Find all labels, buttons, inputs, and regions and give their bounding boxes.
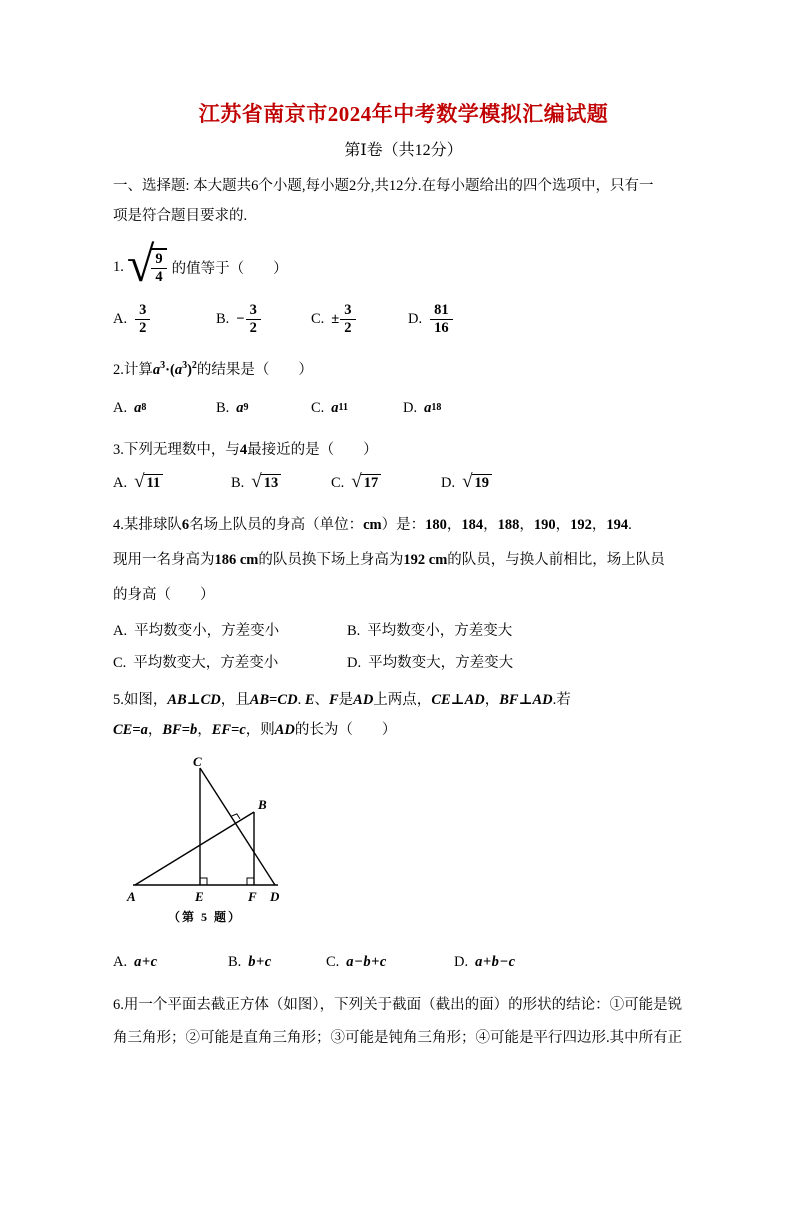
text-segment: CD xyxy=(200,692,221,708)
label-C: C xyxy=(193,755,202,769)
text-segment: 6 xyxy=(181,517,190,533)
text-segment: BF xyxy=(499,692,519,708)
q1-option-c xyxy=(311,302,408,337)
option-text: 平均数变大，方差变大 xyxy=(368,655,514,671)
q1-option-b xyxy=(216,302,311,337)
radicand: 11 xyxy=(144,474,164,491)
math-exponent: 3 xyxy=(160,360,166,372)
text-segment: AD xyxy=(464,692,485,708)
text-segment: 186 cm xyxy=(214,552,259,568)
segment-CD xyxy=(200,768,275,885)
text-segment: AD xyxy=(353,692,374,708)
radical-sign: √ xyxy=(134,470,145,492)
fraction-numerator: 3 xyxy=(139,301,147,318)
question-1-options-row xyxy=(113,297,694,341)
q5-option-b xyxy=(228,954,326,971)
text-segment: cm xyxy=(363,517,382,533)
intro-line-2: 项是符合题目要求的. xyxy=(113,208,248,224)
text-segment: ⊥ xyxy=(186,692,201,708)
question-4-options xyxy=(113,615,694,679)
right-paren: ) xyxy=(187,362,192,378)
option-label: A. xyxy=(113,623,128,639)
q1-option-a xyxy=(113,302,216,337)
q2-option-a: A. a 8 xyxy=(113,399,147,416)
q4-option-c xyxy=(113,647,347,679)
text-segment: 最接近的是（ ） xyxy=(247,442,378,458)
figure-caption: （第 5 题） xyxy=(168,910,243,924)
radicand: 17 xyxy=(361,474,382,491)
text-segment: ）是： xyxy=(381,517,426,533)
question-6 xyxy=(113,989,694,1055)
label-F: F xyxy=(248,889,257,904)
text-segment: 4 xyxy=(239,442,248,458)
label-A: A xyxy=(127,889,136,904)
q4-option-b xyxy=(347,615,581,647)
text-segment: 上两点， xyxy=(373,692,432,708)
option-text: 平均数变小，方差变小 xyxy=(134,623,280,639)
option-label: D. xyxy=(347,655,362,671)
option-label: B. xyxy=(216,399,230,416)
text-segment: 184 xyxy=(461,517,484,533)
q3-option-c xyxy=(331,470,441,493)
text-segment: 6.用一个平面去截正方体（如图），下列关于截面（截出的面）的形状的结论：①可能是锐 xyxy=(113,997,683,1013)
text-segment: .若 xyxy=(552,692,571,708)
option-label: B. xyxy=(216,310,230,327)
question-3-options-row xyxy=(113,468,694,498)
option-label: C. xyxy=(311,399,325,416)
question-5 xyxy=(113,685,694,977)
option-expression: a+b−c xyxy=(475,953,516,970)
text-segment: CE xyxy=(431,692,451,708)
segment-AB xyxy=(135,812,254,885)
text-segment: 190 xyxy=(533,517,556,533)
label-E: E xyxy=(195,889,204,904)
q2-option-c: C. a 11 xyxy=(311,399,348,416)
question-4-line-3 xyxy=(113,578,694,613)
text-segment: = xyxy=(132,722,141,738)
triangle-diagram xyxy=(123,755,288,907)
text-segment: CE xyxy=(113,722,133,738)
question-5-line-1 xyxy=(113,685,694,715)
option-label: D. xyxy=(441,474,456,491)
fraction xyxy=(340,302,355,337)
option-label: C. xyxy=(311,310,325,327)
fraction-numerator: 3 xyxy=(344,301,352,318)
option-label: C. xyxy=(326,953,340,970)
radicand: 19 xyxy=(472,474,493,491)
q3-option-b xyxy=(231,470,331,493)
radical-sign: √ xyxy=(126,236,155,292)
q2-option-d: D. a 18 xyxy=(403,399,442,416)
option-expression: b+c xyxy=(248,953,272,970)
option-label: B. xyxy=(347,623,361,639)
text-segment: ， xyxy=(483,517,498,533)
text-segment: . xyxy=(628,517,632,533)
q2-option-b: B. a 9 xyxy=(216,399,249,416)
text-segment: EF xyxy=(211,722,232,738)
question-2-pre: 2.计算 xyxy=(113,362,153,378)
option-sign: − xyxy=(236,310,245,327)
text-segment: = xyxy=(269,692,278,708)
text-segment: ， xyxy=(519,517,534,533)
option-expression: a+c xyxy=(134,953,158,970)
exam-page xyxy=(0,101,794,1224)
fraction-denominator: 2 xyxy=(135,319,150,337)
text-segment: BF xyxy=(162,722,182,738)
right-angle-mark-F xyxy=(247,878,254,885)
math-variable: a xyxy=(152,362,161,378)
text-segment: c xyxy=(239,722,246,738)
text-segment: ， xyxy=(147,722,163,738)
intro-line-1: 一、选择题: 本大题共6个小题,每小题2分,共12分.在每小题给出的四个选项中，只有一 xyxy=(113,178,654,194)
question-2-tail: 的结果是（ ） xyxy=(196,362,313,378)
option-label: A. xyxy=(113,474,128,491)
fraction-numerator: 81 xyxy=(434,301,449,318)
radical-expression xyxy=(462,470,492,493)
fraction xyxy=(135,302,150,337)
text-segment: ， xyxy=(555,517,571,533)
q5-geometry-figure xyxy=(123,755,298,925)
text-segment: ， xyxy=(446,517,462,533)
option-label: A. xyxy=(113,399,128,416)
section-subtitle: 第Ⅰ卷（共12分） xyxy=(344,142,463,159)
fraction-denominator: 4 xyxy=(151,268,166,286)
option-text: 平均数变大，方差变小 xyxy=(133,655,279,671)
text-segment: 的队员换下场上身高为 xyxy=(258,552,404,568)
text-segment: 192 xyxy=(570,517,592,533)
text-segment: 194 xyxy=(606,517,629,533)
radical-expression xyxy=(251,470,281,493)
text-segment: AB xyxy=(167,692,187,708)
text-segment: . xyxy=(297,692,305,708)
question-1-stem xyxy=(113,236,694,295)
math-variable: a xyxy=(424,399,432,416)
option-expression: a−b+c xyxy=(346,953,387,970)
text-segment: 180 xyxy=(425,517,447,533)
q3-option-d xyxy=(441,470,492,493)
q5-option-c xyxy=(326,954,454,971)
text-segment: F xyxy=(328,692,339,708)
question-2-stem xyxy=(113,355,694,385)
text-segment: ⊥ xyxy=(518,692,533,708)
text-segment: 名场上队员的身高（单位： xyxy=(189,517,364,533)
q4-option-a xyxy=(113,615,347,647)
question-6-line-1 xyxy=(113,989,694,1022)
math-exponent: 2 xyxy=(191,360,197,372)
question-4 xyxy=(113,508,694,679)
text-segment: 3.下列无理数中，与 xyxy=(113,442,240,458)
radical-expression xyxy=(351,470,381,493)
option-label: D. xyxy=(403,399,418,416)
text-segment: CD xyxy=(277,692,298,708)
question-3-stem xyxy=(113,435,694,465)
fraction xyxy=(430,302,453,337)
text-segment: = xyxy=(231,722,240,738)
text-segment: ， xyxy=(484,692,500,708)
text-segment: ， xyxy=(591,517,607,533)
radical-sign: √ xyxy=(251,470,262,492)
text-segment: 是 xyxy=(338,692,354,708)
question-1-number: 1. xyxy=(113,258,124,275)
text-segment: 192 cm xyxy=(403,552,448,568)
question-4-line-2 xyxy=(113,543,694,578)
option-label: B. xyxy=(228,953,242,970)
text-segment: AB xyxy=(249,692,270,708)
text-segment: 现用一名身高为 xyxy=(113,552,215,568)
question-5-line-2 xyxy=(113,715,694,745)
math-variable: a xyxy=(174,362,183,378)
option-text: 平均数变小，方差变大 xyxy=(367,623,513,639)
section-intro xyxy=(113,171,694,231)
question-2-options-row xyxy=(113,393,694,423)
fraction-numerator: 3 xyxy=(249,301,257,318)
radical-expression xyxy=(134,470,163,493)
fraction-numerator: 9 xyxy=(155,251,163,267)
text-segment: AD xyxy=(532,692,553,708)
text-segment: 188 xyxy=(497,517,520,533)
text-segment: 的长为（ ） xyxy=(294,722,397,738)
fraction-denominator: 16 xyxy=(430,319,453,337)
radical-expression xyxy=(126,236,167,292)
text-segment: 的身高（ ） xyxy=(113,587,215,603)
options-row xyxy=(113,647,694,679)
math-variable: a xyxy=(236,399,244,416)
text-segment: AD xyxy=(274,722,295,738)
text-segment: = xyxy=(181,722,190,738)
math-variable: a xyxy=(134,399,142,416)
q4-option-d xyxy=(347,647,581,679)
label-B: B xyxy=(258,797,267,812)
exam-content xyxy=(0,101,794,1055)
text-segment: ，且 xyxy=(220,692,250,708)
text-segment: 角三角形；②可能是直角三角形；③可能是钝角三角形；④可能是平行四边形.其中所有正 xyxy=(113,1030,683,1046)
math-exponent: 3 xyxy=(182,360,188,372)
q1-option-d xyxy=(408,302,453,337)
text-segment: E xyxy=(304,692,315,708)
option-label: D. xyxy=(454,953,469,970)
text-segment: ，则 xyxy=(245,722,275,738)
radical-sign: √ xyxy=(462,470,473,492)
fraction-denominator: 2 xyxy=(246,319,261,337)
question-5-options-row xyxy=(113,947,694,977)
option-sign: ± xyxy=(331,310,340,327)
options-row xyxy=(113,615,694,647)
left-paren: ( xyxy=(169,362,175,378)
math-variable: a xyxy=(331,399,339,416)
text-segment: a xyxy=(140,722,148,738)
radicand: 13 xyxy=(261,474,282,491)
multiplication-dot: · xyxy=(165,362,170,378)
radical-sign: √ xyxy=(351,470,362,492)
right-angle-mark-E xyxy=(200,878,207,885)
fraction-denominator: 2 xyxy=(340,319,355,337)
text-segment: 5.如图， xyxy=(113,692,168,708)
option-label: A. xyxy=(113,953,128,970)
label-D: D xyxy=(270,889,280,904)
option-label: D. xyxy=(408,310,423,327)
text-segment: 、 xyxy=(314,692,329,708)
question-6-line-2 xyxy=(113,1022,694,1055)
text-segment: 4.某排球队 xyxy=(113,517,182,533)
page-title: 江苏省南京市2024年中考数学模拟汇编试题 xyxy=(198,102,609,126)
text-segment: ， xyxy=(197,722,212,738)
question-4-line-1 xyxy=(113,508,694,543)
q5-option-a xyxy=(113,954,228,971)
question-1-tail: 的值等于（ ） xyxy=(171,260,288,277)
option-label: B. xyxy=(231,474,245,491)
text-segment: ⊥ xyxy=(450,692,465,708)
text-segment: b xyxy=(189,722,198,738)
q5-option-d xyxy=(454,954,516,971)
option-label: C. xyxy=(331,474,345,491)
q3-option-a xyxy=(113,470,231,493)
option-label: C. xyxy=(113,655,127,671)
option-label: A. xyxy=(113,310,128,327)
text-segment: 的队员，与换人前相比，场上队员 xyxy=(447,552,665,568)
fraction xyxy=(246,302,261,337)
